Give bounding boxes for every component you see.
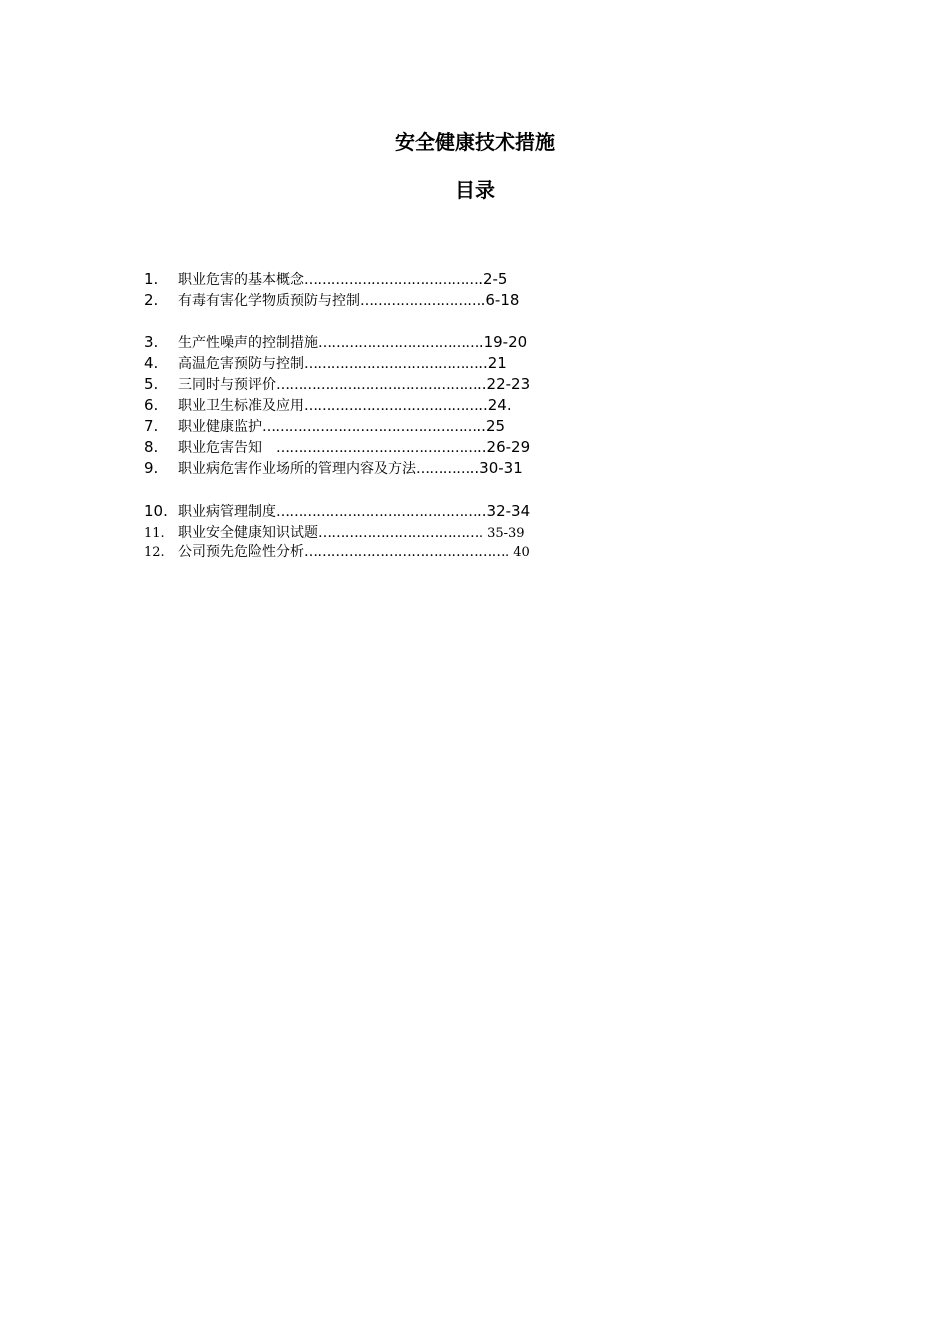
- toc-entry-title: 生产性噪声的控制措施: [178, 335, 318, 351]
- toc-leader-dots: ………………………………………: [276, 377, 478, 393]
- toc-heading: 目录: [455, 178, 495, 202]
- toc-leader-dots: …………………………………: [304, 272, 479, 288]
- toc-entry[interactable]: [144, 522, 525, 543]
- toc-entry-page: . 40: [505, 545, 530, 560]
- toc-leader-dots: ………………………………: [318, 525, 479, 541]
- toc-entry[interactable]: [144, 416, 505, 437]
- toc-entry-title: 职业病管理制度: [178, 504, 276, 520]
- toc-entry[interactable]: [144, 374, 530, 395]
- toc-leader-dots: …………: [416, 461, 470, 477]
- toc-entry[interactable]: [144, 269, 507, 290]
- toc-entry[interactable]: [144, 458, 523, 479]
- toc-leader-dots: …………………………………: [304, 398, 479, 414]
- toc-entry-title: 职业病危害作业场所的管理内容及方法: [178, 461, 416, 477]
- toc-entry-title: 职业卫生标准及应用: [178, 398, 304, 414]
- toc-leader-dots: …………………………………: [304, 356, 479, 372]
- toc-entry-number: 1.: [144, 270, 159, 288]
- toc-leader-dots: ………………………: [360, 293, 481, 309]
- toc-leader-dots: …………………………………………: [262, 419, 477, 435]
- toc-entry-number: 12.: [144, 545, 165, 560]
- toc-entry[interactable]: [144, 290, 519, 311]
- toc-entry-page: ..30-31: [469, 459, 523, 477]
- toc-entry-number: 8.: [144, 438, 159, 456]
- toc-entry-page: .6-18: [480, 291, 520, 309]
- toc-entry-number: 6.: [144, 396, 159, 414]
- toc-entry-number: 9.: [144, 459, 159, 477]
- toc-entry-number: 11.: [144, 526, 165, 541]
- toc-leader-dots: ………………………………………: [276, 440, 478, 456]
- toc-entry-page: ..24.: [478, 396, 512, 414]
- toc-entry[interactable]: [144, 501, 530, 522]
- toc-entry-number: 4.: [144, 354, 159, 372]
- toc-entry-page: .19-20: [478, 333, 528, 351]
- toc-leader-dots: ………………………………………: [276, 504, 478, 520]
- toc-entry-page: ..26-29: [477, 438, 531, 456]
- toc-entry-number: 10.: [144, 502, 168, 520]
- toc-entry-number: 2.: [144, 291, 159, 309]
- toc-entry-title: 高温危害预防与控制: [178, 356, 304, 372]
- toc-entry-title: 三同时与预评价: [178, 377, 276, 393]
- toc-entry-title: 职业健康监护: [178, 419, 262, 435]
- toc-entry-page: ..22-23: [477, 375, 531, 393]
- toc-leader-dots: ………………………………: [318, 335, 479, 351]
- toc-entry[interactable]: [144, 437, 530, 458]
- toc-entry-title: 职业安全健康知识试题: [178, 525, 318, 541]
- toc-entry[interactable]: [144, 353, 507, 374]
- toc-entry-title: 公司预先危险性分析: [178, 544, 304, 560]
- toc-leader-dots: ………………………………………: [304, 544, 506, 560]
- toc-entry-number: 3.: [144, 333, 159, 351]
- toc-entry-page: . 35-39: [478, 526, 525, 541]
- toc-entry-title: 有毒有害化学物质预防与控制: [178, 293, 360, 309]
- toc-entry-title: 职业危害的基本概念: [178, 272, 304, 288]
- toc-entry-page: ..25: [476, 417, 506, 435]
- toc-entry-page: ..21: [478, 354, 507, 372]
- toc-entry-page: .2-5: [478, 270, 508, 288]
- toc-entry-number: 7.: [144, 417, 159, 435]
- toc-entry-title: 职业危害告知: [178, 440, 276, 456]
- document-title: 安全健康技术措施: [395, 130, 555, 154]
- toc-entry[interactable]: [144, 541, 530, 562]
- toc-entry[interactable]: [144, 395, 512, 416]
- toc-entry[interactable]: [144, 332, 527, 353]
- toc-entry-number: 5.: [144, 375, 159, 393]
- toc-entry-page: ..32-34: [477, 502, 531, 520]
